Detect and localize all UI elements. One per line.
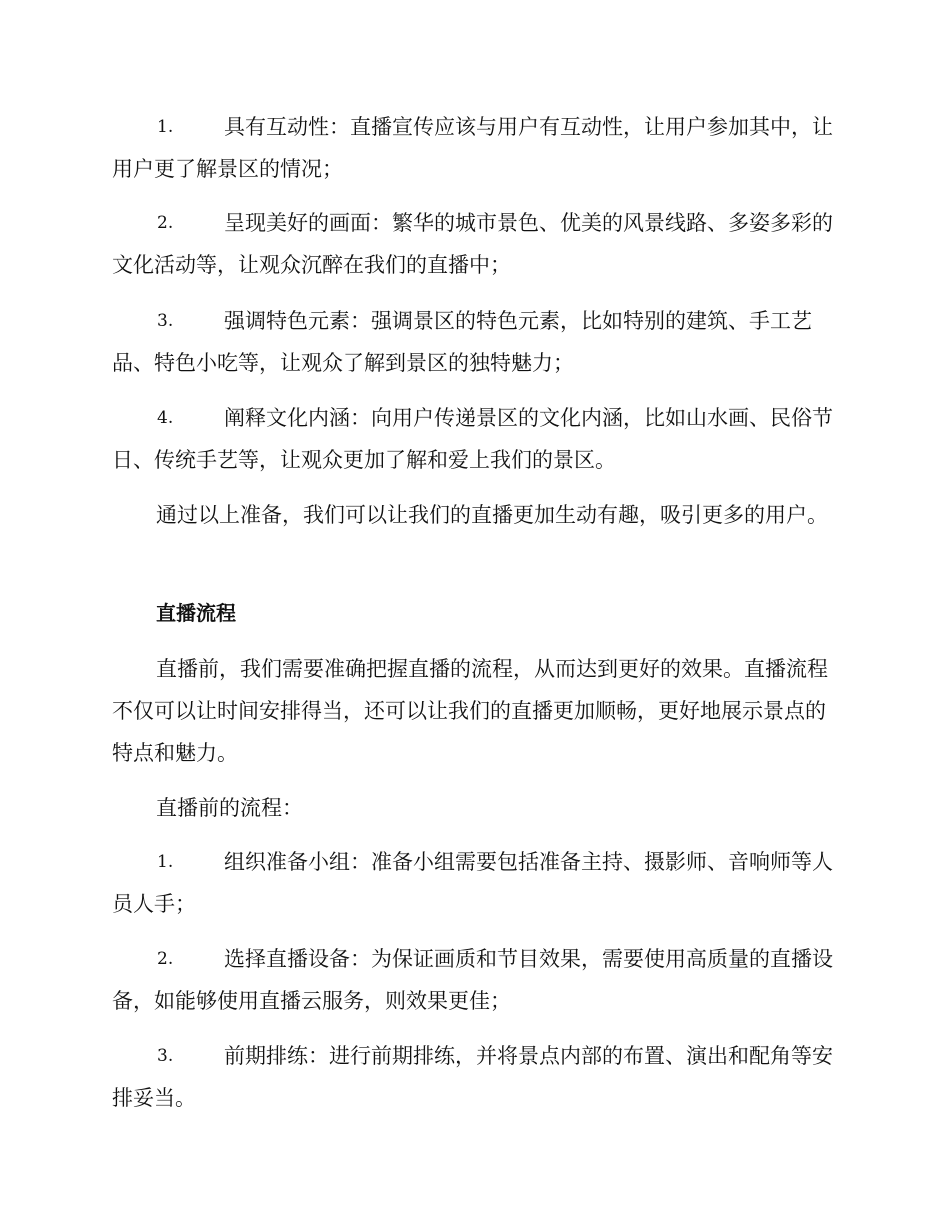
- intro-paragraph: 直播前，我们需要准确把握直播的流程，从而达到更好的效果。直播流程不仅可以让时间安排得当，还可以让我们的直播更加顺畅，更好地展示景点的特点和魅力。: [112, 657, 828, 765]
- list-item-text: 强调特色元素：强调景区的特色元素，比如特别的建筑、手工艺品、特色小吃等，让观众了解到景区的独特魅力；: [112, 309, 812, 375]
- list-item: [112, 202, 834, 286]
- list-number: 2.: [157, 949, 174, 969]
- pre-flow-label: 直播前的流程：: [156, 796, 303, 820]
- section-heading: 直播流程: [156, 601, 236, 625]
- list-item: [112, 1035, 834, 1119]
- list-item-text: 组织准备小组：准备小组需要包括准备主持、摄影师、音响师等人员人手；: [112, 850, 833, 916]
- list-item-text: 呈现美好的画面：繁华的城市景色、优美的风景线路、多姿多彩的文化活动等，让观众沉醉在我们的直播中；: [112, 211, 833, 277]
- list-item: [112, 106, 834, 190]
- list-item-text: 具有互动性：直播宣传应该与用户有互动性，让用户参加其中，让用户更了解景区的情况；: [112, 115, 833, 181]
- list-item-text: 阐释文化内涵：向用户传递景区的文化内涵，比如山水画、民俗节日、传统手艺等，让观众更加了解和爱上我们的景区。: [112, 406, 833, 472]
- list-item-text: 前期排练：进行前期排练，并将景点内部的布置、演出和配角等安排妥当。: [112, 1044, 833, 1110]
- list-number: 2.: [157, 213, 174, 233]
- list-number: 3.: [157, 311, 174, 331]
- list-item: [112, 841, 834, 925]
- list-item: [112, 300, 834, 384]
- list-number: 1.: [157, 852, 174, 872]
- list-item: [112, 938, 834, 1022]
- list-number: 3.: [157, 1046, 174, 1066]
- summary-paragraph: 通过以上准备，我们可以让我们的直播更加生动有趣，吸引更多的用户。: [156, 503, 828, 527]
- list-number: 4.: [157, 408, 174, 428]
- list-number: 1.: [157, 117, 174, 137]
- list-item: [112, 397, 834, 481]
- list-item-text: 选择直播设备：为保证画质和节目效果，需要使用高质量的直播设备，如能够使用直播云服务，则效果更佳；: [112, 947, 833, 1013]
